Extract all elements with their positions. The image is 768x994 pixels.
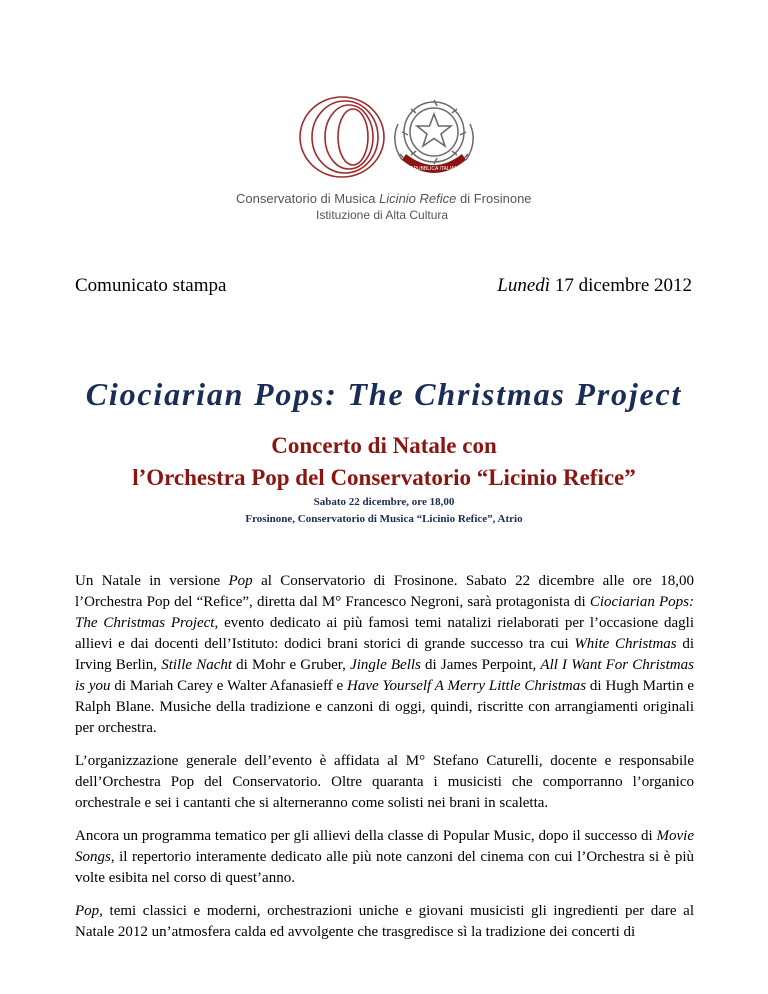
paragraph-3: Ancora un programma tematico per gli allievi della classe di Popular Music, dopo il successo di Movie Songs, il repertorio interamente dedicato alle più note canzoni del cinema con cui l’Orchestra si è più volte esibita nel corso di quest’anno. (75, 828, 694, 886)
italian-republic-emblem (388, 94, 480, 184)
conservatorio-rings-logo (297, 93, 387, 181)
paragraph-2: L’organizzazione generale dell’evento è affidata al M° Stefano Caturelli, docente e responsabile dell’Orchestra Pop del Conservatorio. Oltre quaranta i musicisti che comporranno l’organico orchestrale e sei i cantanti che si alterneranno come solisti nei brani in scaletta. (75, 753, 694, 811)
subtitle-line-1: Concerto di Natale con (271, 433, 497, 458)
institution-name: Conservatorio di Musica Licinio Refice di Frosinone (236, 191, 532, 206)
page-subtitle (0, 430, 768, 494)
document-type: Comunicato stampa (75, 275, 227, 296)
event-where: Frosinone, Conservatorio di Musica “Licinio Refice”, Atrio (245, 513, 523, 525)
paragraph-1: Un Natale in versione Pop al Conservatorio di Frosinone. Sabato 22 dicembre alle ore 18,00 l’Orchestra Pop del “Refice”, diretta dal M° Francesco Negroni, sarà protagonista di Ciociarian Pops: The Christmas Project, evento dedicato ai più famosi temi natalizi rielaborati per l’occasione dagli allievi e dai docenti dell’Istituto: dodici brani storici di grande successo tra cui White Christmas di Irving Berlin, Stille Nacht di Mohr e Gruber, Jingle Bells di James Perpoint, All I Want For Christmas is you di Mariah Carey e Walter Afanasieff e Have Yourself A Merry Little Christmas di Hugh Martin e Ralph Blane. Musiche della tradizione e canzoni di oggi, quindi, riscritte con arrangiamenti originali per orchestra. (75, 573, 694, 736)
letterhead (0, 88, 768, 238)
page-title: Ciociarian Pops: The Christmas Project (85, 376, 683, 412)
subtitle-line-2: l’Orchestra Pop del Conservatorio “Licinio Refice” (132, 465, 636, 490)
document-date: Lunedì 17 dicembre 2012 (497, 275, 692, 296)
paragraph-4: Pop, temi classici e moderni, orchestrazioni uniche e giovani musicisti gli ingredienti per dare al Natale 2012 un’atmosfera calda ed avvolgente che trasgredisce sì la tradizione dei concerti di (75, 903, 694, 940)
event-details (0, 494, 768, 528)
emblem-text: REPUBBLICA ITALIANA (406, 166, 462, 172)
article-body (75, 571, 694, 955)
event-when: Sabato 22 dicembre, ore 18,00 (313, 496, 455, 508)
institution-subtitle: Istituzione di Alta Cultura (316, 208, 449, 222)
